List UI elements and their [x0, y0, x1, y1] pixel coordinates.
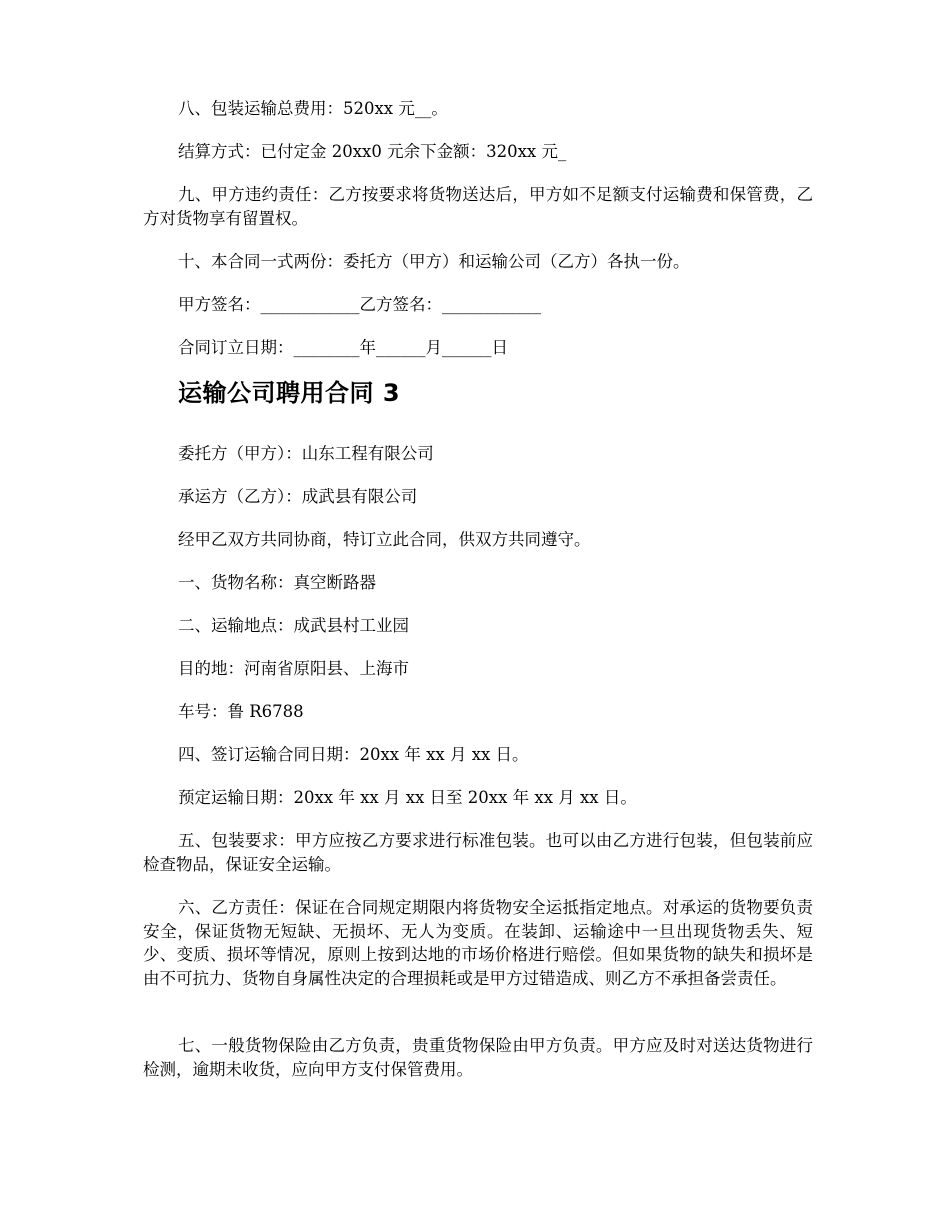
clause-9-breach: 九、甲方违约责任：乙方按要求将货物送达后，甲方如不足额支付运输费和保管费，乙方对货物享有留置权。: [143, 185, 813, 228]
item-7-insurance: 七、一般货物保险由乙方负责，贵重货物保险由甲方负责。甲方应及时对送达货物进行检测，逾期未收货，应向甲方支付保管费用。: [143, 1036, 813, 1079]
party-a: 委托方（甲方）：山东工程有限公司: [178, 444, 434, 463]
party-b: 承运方（乙方）：成武县有限公司: [178, 487, 418, 506]
clause-10-copies: 十、本合同一式两份：委托方（甲方）和运输公司（乙方）各执一份。: [178, 252, 690, 271]
contract-3-title: 运输公司聘用合同 3: [178, 379, 401, 407]
intro-paragraph: 经甲乙双方共同协商，特订立此合同，供双方共同遵守。: [178, 530, 591, 549]
item-4-signing-date: 四、签订运输合同日期：20xx 年 xx 月 xx 日。: [178, 745, 529, 764]
clause-8-total-cost: 八、包装运输总费用：520xx 元__。: [178, 99, 448, 118]
vehicle-number: 车号：鲁 R6788: [178, 702, 304, 721]
item-6-carrier-liability: 六、乙方责任：保证在合同规定期限内将货物安全运抵指定地点。对承运的货物要负责安全，保证货物无短缺、无损坏、无人为变质。在装卸、运输途中一旦出现货物丢失、短少、变质、损坏等情况，原则上按到达地的市场价格进行赔偿。但如果货物的缺失和损坏是由不可抗力、货物自身属性决定的合理损耗或是甲方过错造成、则乙方不承担备尝责任。: [143, 898, 813, 988]
destination: 目的地：河南省原阳县、上海市: [178, 659, 409, 678]
item-1-goods-name: 一、货物名称：真空断路器: [178, 573, 376, 592]
scheduled-transport-date: 预定运输日期：20xx 年 xx 月 xx 日至 20xx 年 xx 月 xx 日。: [178, 788, 637, 807]
item-2-origin: 二、运输地点：成武县村工业园: [178, 616, 409, 635]
settlement-method: 结算方式：已付定金 20xx0 元余下金额：320xx 元_: [178, 142, 567, 161]
item-5-packaging: 五、包装要求：甲方应按乙方要求进行标准包装。也可以由乙方进行包装，但包装前应检查物品，保证安全运输。: [143, 831, 813, 874]
contract-date-line: 合同订立日期：________年______月______日: [178, 338, 508, 357]
signature-line: 甲方签名：____________乙方签名：____________: [178, 295, 541, 314]
